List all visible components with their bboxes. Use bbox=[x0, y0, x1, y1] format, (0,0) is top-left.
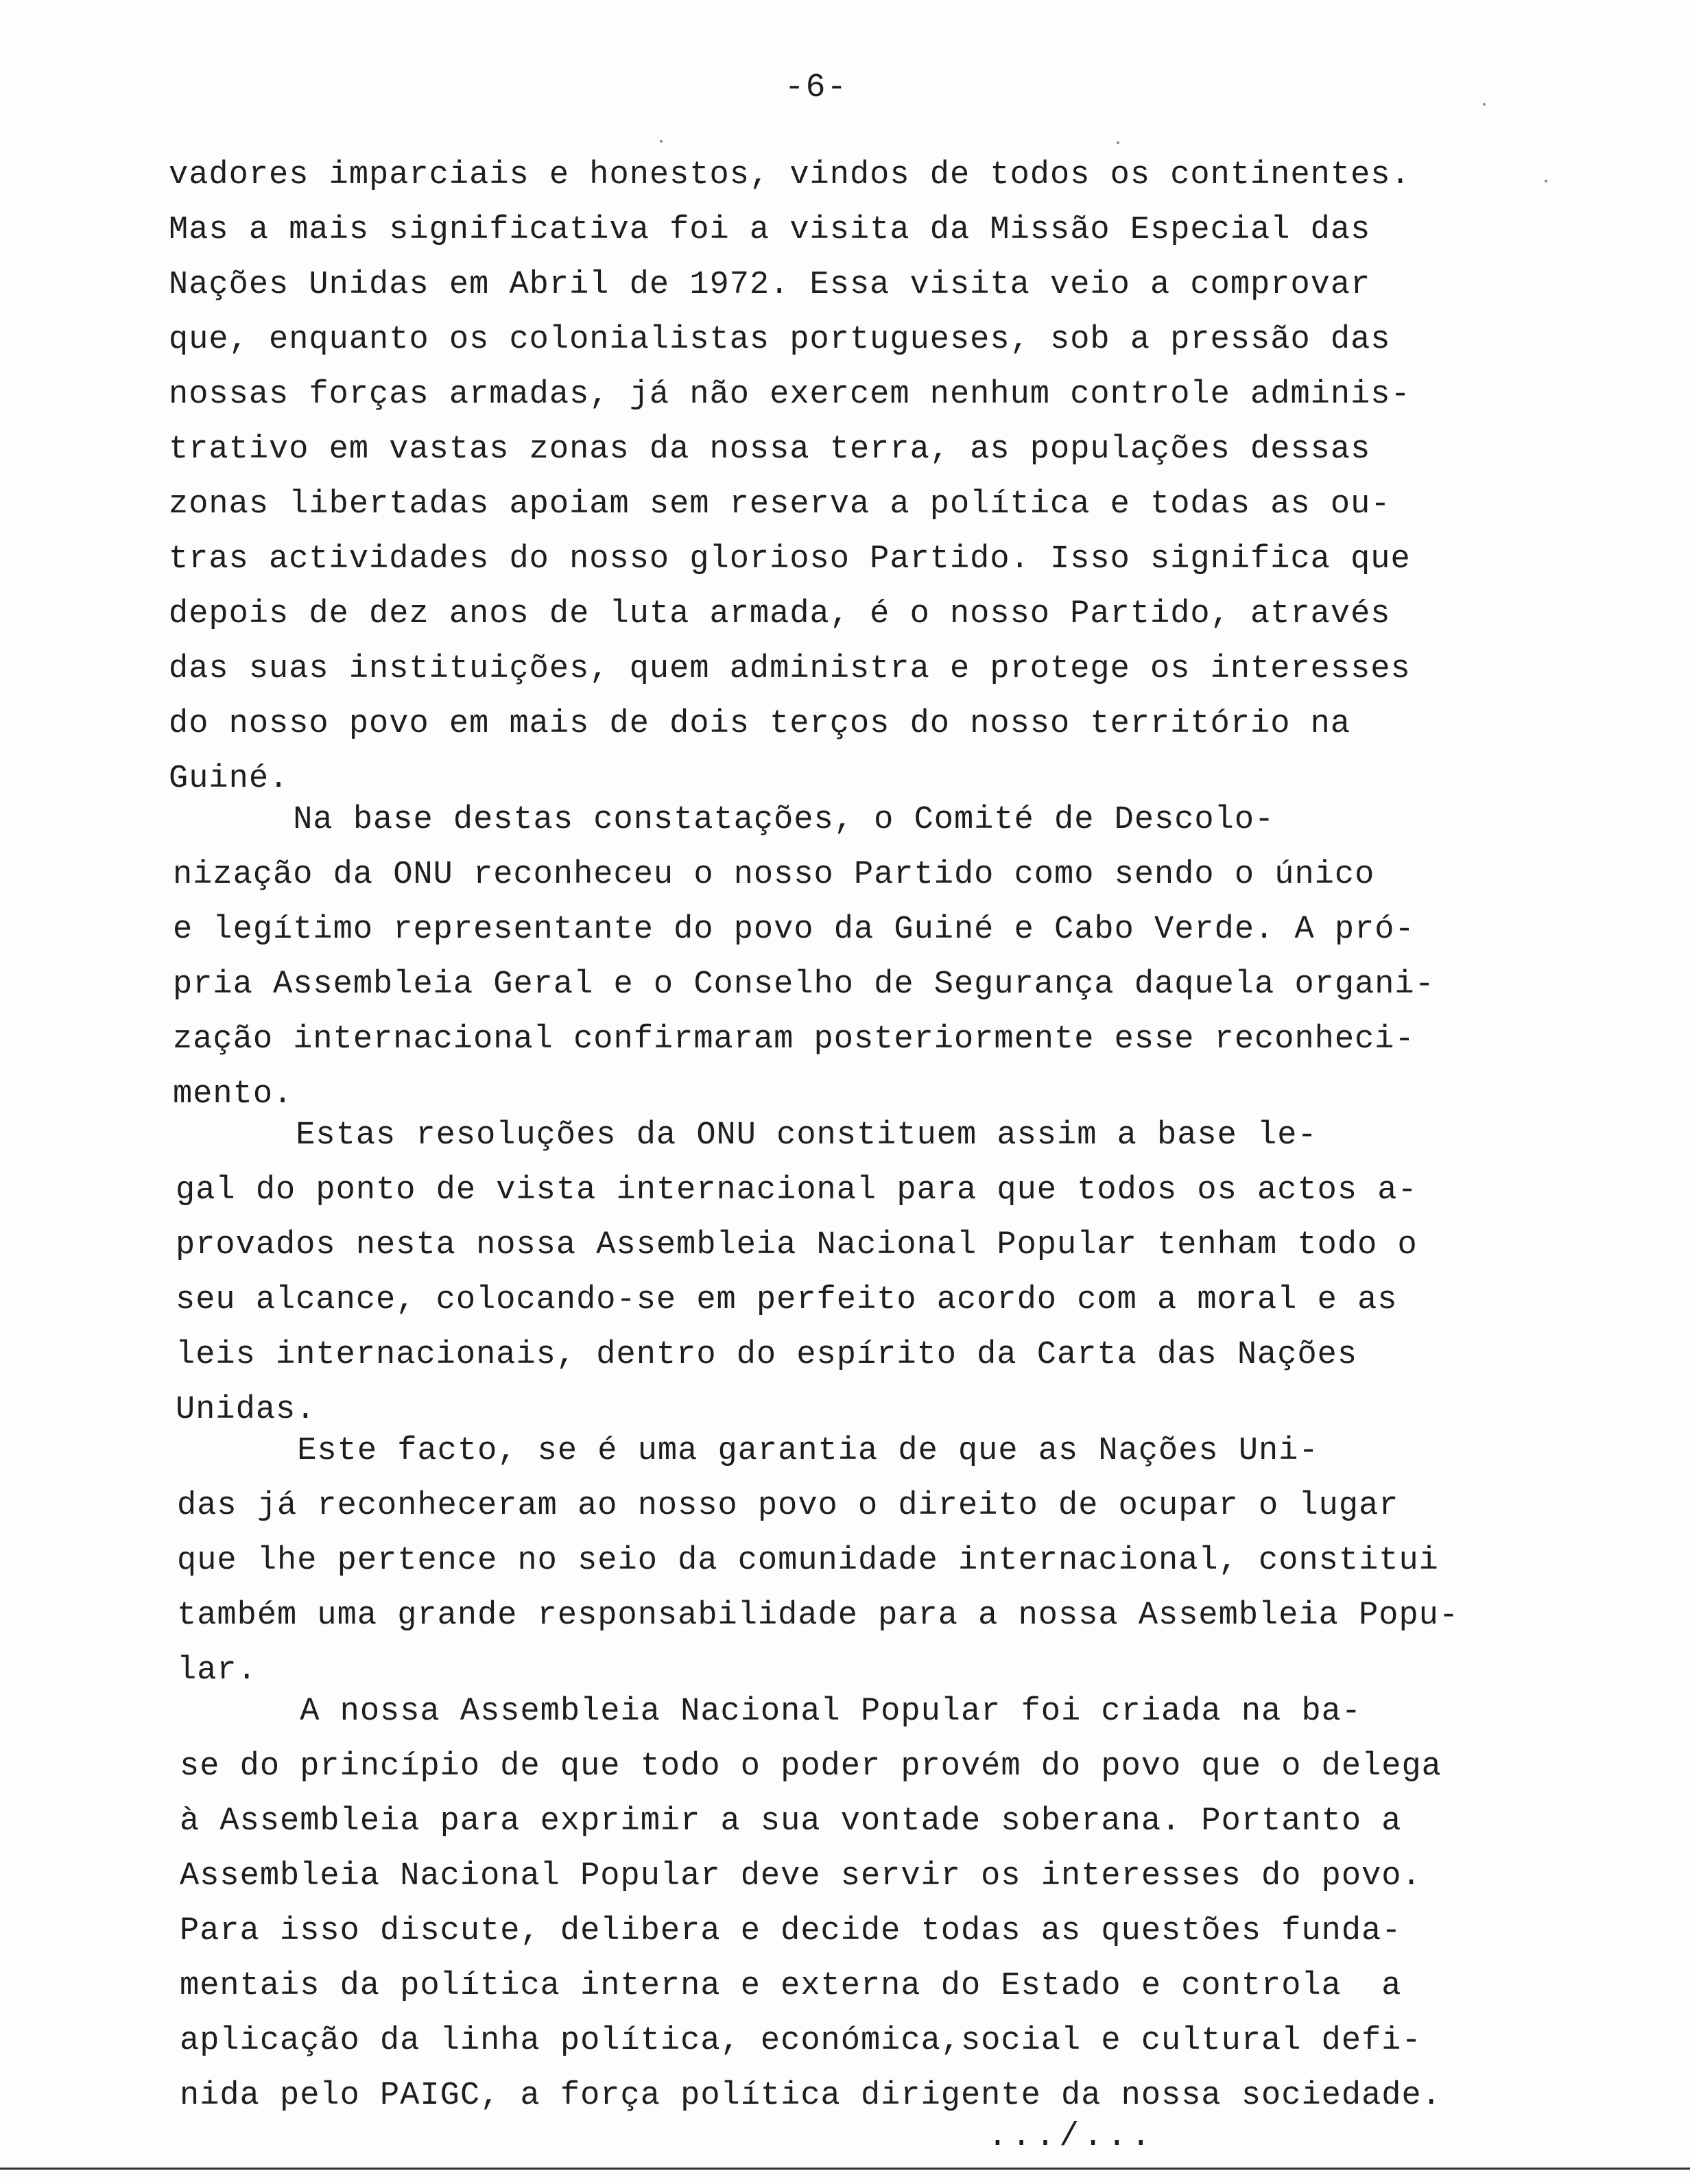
page-number: -6- bbox=[784, 69, 848, 106]
text-line: se do princípio de que todo o poder provém do povo que o delega bbox=[180, 1748, 1442, 1785]
text-line: que, enquanto os colonialistas portugueses, sob a pressão das bbox=[169, 322, 1391, 358]
scan-speck bbox=[1545, 180, 1547, 182]
text-line: depois de dez anos de luta armada, é o nosso Partido, através bbox=[169, 596, 1391, 632]
text-line: A nossa Assembleia Nacional Popular foi criada na ba- bbox=[180, 1694, 1362, 1730]
text-line: das já reconheceram ao nosso povo o direito de ocupar o lugar bbox=[177, 1488, 1399, 1524]
text-line: das suas instituições, quem administra e protege os interesses bbox=[169, 651, 1411, 687]
text-line: Guiné. bbox=[169, 761, 289, 797]
scan-speck bbox=[1117, 141, 1119, 144]
text-line: e legítimo representante do povo da Guiné e Cabo Verde. A pró- bbox=[173, 912, 1415, 948]
scan-speck bbox=[1483, 103, 1486, 106]
text-line: Nações Unidas em Abril de 1972. Essa visita veio a comprovar bbox=[169, 267, 1371, 303]
text-line: à Assembleia para exprimir a sua vontade soberana. Portanto a bbox=[180, 1803, 1402, 1840]
text-line: zação internacional confirmaram posteriormente esse reconheci- bbox=[173, 1021, 1415, 1058]
text-line: lar. bbox=[177, 1652, 257, 1689]
scan-speck bbox=[660, 140, 663, 143]
text-line: aplicação da linha política, económica,social e cultural defi- bbox=[180, 2023, 1422, 2059]
text-line: provados nesta nossa Assembleia Nacional Popular tenham todo o bbox=[176, 1227, 1418, 1263]
text-line: pria Assembleia Geral e o Conselho de Segurança daquela organi- bbox=[173, 966, 1435, 1003]
text-line: nossas forças armadas, já não exercem nenhum controle adminis- bbox=[169, 377, 1411, 413]
text-line: trativo em vastas zonas da nossa terra, as populações dessas bbox=[169, 431, 1371, 468]
page-bottom-rule bbox=[0, 2168, 1690, 2170]
text-line: Na base destas constatações, o Comité de Descolo- bbox=[173, 802, 1275, 838]
text-line: Mas a mais significativa foi a visita da Missão Especial das bbox=[169, 212, 1371, 248]
text-line: também uma grande responsabilidade para a nossa Assembleia Popu- bbox=[177, 1598, 1460, 1634]
text-line: Estas resoluções da ONU constituem assim a base le- bbox=[176, 1117, 1318, 1154]
text-line: tras actividades do nosso glorioso Partido. Isso significa que bbox=[169, 541, 1411, 578]
text-line: mentais da política interna e externa do Estado e controla a bbox=[180, 1968, 1402, 2004]
text-line: nida pelo PAIGC, a força política dirigente da nossa sociedade. bbox=[180, 2078, 1442, 2114]
text-line: nização da ONU reconheceu o nosso Partido como sendo o único bbox=[173, 857, 1375, 893]
text-line: Para isso discute, delibera e decide todas as questões funda- bbox=[180, 1913, 1402, 1949]
text-line: Assembleia Nacional Popular deve servir os interesses do povo. bbox=[180, 1858, 1422, 1895]
text-line: gal do ponto de vista internacional para que todos os actos a- bbox=[176, 1172, 1418, 1209]
text-line: vadores imparciais e honestos, vindos de todos os continentes. bbox=[169, 157, 1411, 193]
text-line: mento. bbox=[173, 1076, 294, 1113]
text-line: leis internacionais, dentro do espírito da Carta das Nações bbox=[176, 1337, 1358, 1373]
text-line: Este facto, se é uma garantia de que as Nações Uni- bbox=[177, 1433, 1319, 1469]
text-line: Unidas. bbox=[176, 1392, 316, 1428]
continuation-marker: .../... bbox=[988, 2118, 1155, 2155]
text-line: que lhe pertence no seio da comunidade internacional, constitui bbox=[177, 1543, 1439, 1579]
text-line: do nosso povo em mais de dois terços do nosso território na bbox=[169, 706, 1351, 742]
text-line: seu alcance, colocando-se em perfeito acordo com a moral e as bbox=[176, 1282, 1398, 1318]
text-line: zonas libertadas apoiam sem reserva a política e todas as ou- bbox=[169, 486, 1391, 523]
